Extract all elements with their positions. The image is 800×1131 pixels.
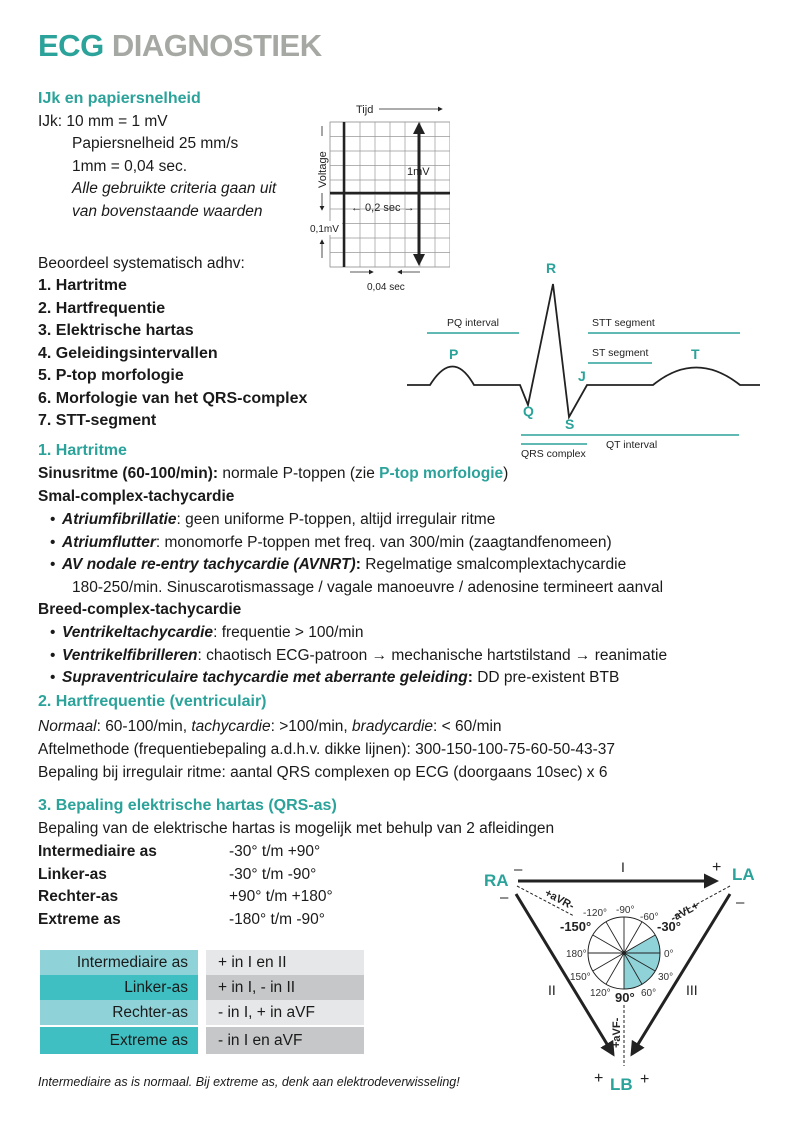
axis-range-row bbox=[38, 909, 333, 932]
ecg-waveform-diagram bbox=[400, 255, 780, 460]
j-point-label: J bbox=[578, 368, 586, 384]
lead-i-label: I bbox=[621, 859, 625, 875]
r-wave-label: R bbox=[546, 260, 557, 276]
axis-range: +90° t/m +180° bbox=[229, 888, 333, 905]
ecg-trace bbox=[407, 284, 760, 417]
item-text: geen uniforme P-toppen, altijd irregulair ritme bbox=[185, 511, 496, 528]
bradycardie-value: : < 60/min bbox=[433, 718, 502, 735]
sinus-close-paren: ) bbox=[503, 465, 509, 482]
table-row bbox=[40, 1000, 364, 1025]
systematic-item: 5. P-top morfologie bbox=[38, 367, 184, 384]
tachycardie-value: : >100/min, bbox=[270, 718, 353, 735]
calibration-heading: IJk en papiersnelheid bbox=[38, 90, 201, 107]
table-row bbox=[40, 1027, 364, 1054]
table-axis-cell: Rechter-as bbox=[40, 1000, 198, 1025]
table-rule-cell: - in I en aVF bbox=[206, 1027, 364, 1054]
s-wave-label: S bbox=[565, 416, 575, 432]
ra-minus-top: – bbox=[514, 861, 523, 878]
item-text: DD pre-existent BTB bbox=[477, 669, 620, 686]
title-ecg: ECG bbox=[38, 28, 104, 63]
tachycardie-term: tachycardie bbox=[191, 718, 271, 735]
item-sep: : bbox=[467, 669, 478, 686]
lead-iii-label: III bbox=[686, 982, 698, 998]
lb-label: LB bbox=[610, 1075, 633, 1094]
systematic-intro: Beoordeel systematisch adhv: bbox=[38, 255, 245, 272]
normaal-value: : 60-100/min, bbox=[96, 718, 192, 735]
angle-90: 90° bbox=[615, 990, 635, 1005]
table-axis-cell: Linker-as bbox=[40, 975, 198, 1000]
calibration-line3: 1mm = 0,04 sec. bbox=[72, 158, 188, 175]
section2-heading: 2. Hartfrequentie (ventriculair) bbox=[38, 693, 267, 710]
systematic-item: 7. STT-segment bbox=[38, 412, 157, 429]
lb-plus-right: + bbox=[640, 1071, 650, 1088]
ra-minus-bottom: – bbox=[500, 889, 509, 906]
item-term: Atriumflutter bbox=[62, 533, 156, 551]
ra-label: RA bbox=[484, 871, 509, 890]
item-sep: : bbox=[213, 624, 222, 641]
list-item bbox=[38, 532, 663, 555]
item-text: frequentie > 100/min bbox=[221, 624, 364, 641]
table-axis-cell: Extreme as bbox=[40, 1027, 198, 1054]
q-wave-label: Q bbox=[523, 403, 534, 419]
table-row bbox=[40, 975, 364, 1000]
calibration-note2: van bovenstaande waarden bbox=[72, 203, 263, 220]
angle-0: 0° bbox=[664, 949, 674, 960]
angle-150: 150° bbox=[570, 972, 591, 983]
lead-ii-label: II bbox=[548, 982, 556, 998]
sinus-rhythm-line bbox=[38, 463, 508, 486]
aftelmethode-line: Aftelmethode (frequentiebepaling a.d.h.v. dikke lijnen): 300-150-100-75-60-50-43-37 bbox=[38, 741, 616, 758]
item-text: Regelmatige smalcomplextachycardie bbox=[365, 556, 627, 573]
voltage-label: Voltage bbox=[317, 151, 329, 188]
systematic-item: 4. Geleidingsintervallen bbox=[38, 344, 218, 362]
systematic-item: 6. Morfologie van het QRS-complex bbox=[38, 389, 308, 407]
title-diagnostiek: DIAGNOSTIEK bbox=[111, 28, 322, 63]
sinus-text: normale P-toppen (zie bbox=[218, 465, 380, 482]
table-rule-cell: - in I, + in aVF bbox=[206, 1000, 364, 1025]
qt-interval-label: QT interval bbox=[606, 439, 658, 451]
list-item bbox=[38, 554, 663, 577]
angle-m30: -30° bbox=[657, 919, 681, 934]
irregular-rhythm-line: Bepaling bij irregulair ritme: aantal QRS complexen op ECG (doorgaans 10sec) x 6 bbox=[38, 764, 608, 781]
p-top-morfologie-link[interactable]: P-top morfologie bbox=[379, 465, 504, 482]
angle-30: 30° bbox=[658, 972, 674, 983]
heart-rate-norms bbox=[38, 716, 502, 739]
avf-label: +aVF- bbox=[611, 1017, 623, 1048]
axis-name: Linker-as bbox=[38, 865, 107, 883]
table-rule-cell: + in I, - in II bbox=[206, 975, 364, 1000]
list-item bbox=[38, 509, 663, 532]
angle-60: 60° bbox=[641, 988, 657, 999]
axis-range: -30° t/m +90° bbox=[229, 843, 321, 860]
la-plus: + bbox=[712, 859, 722, 876]
la-minus: – bbox=[736, 894, 745, 911]
table-rule-cell: + in I en II bbox=[206, 950, 364, 975]
angle-m90: -90° bbox=[616, 905, 635, 916]
item-text: chaotisch ECG-patroon → mechanische hartstilstand → reanimatie bbox=[206, 646, 668, 664]
axis-determination-table bbox=[40, 950, 364, 1054]
item-term: Atriumfibrillatie bbox=[62, 511, 177, 528]
axis-name: Rechter-as bbox=[38, 888, 119, 905]
calibration-line1: IJk: 10 mm = 1 mV bbox=[38, 113, 168, 130]
calibration-line2: Papiersnelheid 25 mm/s bbox=[72, 135, 239, 152]
axis-range-row bbox=[38, 864, 333, 887]
item-text: monomorfe P-toppen met freq. van 300/min (zaagtandfenomeen) bbox=[164, 533, 612, 551]
item-term: Ventrikeltachycardie bbox=[62, 624, 214, 641]
one-mv-label: 1mV bbox=[407, 166, 430, 178]
item-sep: : bbox=[176, 511, 186, 528]
breed-complex-heading: Breed-complex-tachycardie bbox=[38, 601, 242, 618]
avl-label: -aVL+ bbox=[668, 899, 702, 925]
avr-label: +aVR- bbox=[542, 887, 577, 913]
section3-heading: 3. Bepaling elektrische hartas (QRS-as) bbox=[38, 797, 337, 814]
list-item bbox=[38, 667, 667, 690]
point-two-sec-label: ← 0,2 sec → bbox=[351, 202, 415, 214]
section3-intro: Bepaling van de elektrische hartas is mogelijk met behulp van 2 afleidingen bbox=[38, 820, 555, 837]
systematic-item: 3. Elektrische hartas bbox=[38, 322, 194, 339]
t-wave-label: T bbox=[691, 346, 700, 362]
systematic-list bbox=[38, 275, 307, 433]
axis-name: Intermediaire as bbox=[38, 843, 157, 860]
axis-ranges bbox=[38, 841, 333, 931]
einthoven-triangle-diagram bbox=[470, 850, 770, 1100]
systematic-item: 2. Hartfrequentie bbox=[38, 299, 166, 317]
item-sep: : bbox=[197, 646, 207, 664]
point-zero-four-sec-label: 0,04 sec bbox=[367, 282, 405, 293]
axis-range: -180° t/m -90° bbox=[229, 910, 325, 928]
p-wave-label: P bbox=[449, 346, 459, 362]
section1-heading: 1. Hartritme bbox=[38, 442, 127, 459]
qrs-complex-label: QRS complex bbox=[521, 448, 586, 460]
page-title bbox=[38, 28, 322, 64]
normaal-term: Normaal bbox=[38, 718, 97, 735]
list-item bbox=[38, 645, 667, 668]
smal-complex-heading: Smal-complex-tachycardie bbox=[38, 488, 235, 505]
avnrt-continuation: 180-250/min. Sinuscarotismassage / vagale manoeuvre / adenosine termineert aanval bbox=[72, 578, 664, 596]
item-sep: : bbox=[155, 533, 165, 551]
angle-m120: -120° bbox=[583, 908, 608, 919]
la-label: LA bbox=[732, 865, 755, 884]
stt-segment-label: STT segment bbox=[592, 317, 655, 329]
axis-range: -30° t/m -90° bbox=[229, 865, 317, 883]
axis-range-row bbox=[38, 886, 333, 909]
pq-interval-label: PQ interval bbox=[447, 317, 499, 329]
axis-range-row bbox=[38, 841, 333, 864]
angle-180: 180° bbox=[566, 949, 587, 960]
list-item bbox=[38, 622, 667, 645]
table-row bbox=[40, 950, 364, 975]
item-term: Ventrikelfibrilleren bbox=[62, 646, 198, 664]
calibration-note1: Alle gebruikte criteria gaan uit bbox=[72, 180, 277, 197]
bradycardie-term: bradycardie bbox=[352, 718, 434, 735]
angle-m150: -150° bbox=[560, 919, 592, 934]
item-term: Supraventriculaire tachycardie met aberrante geleiding bbox=[62, 669, 468, 686]
angle-120: 120° bbox=[590, 988, 611, 999]
angle-m60: -60° bbox=[640, 912, 659, 923]
systematic-item: 1. Hartritme bbox=[38, 277, 127, 294]
sinus-term: Sinusritme (60-100/min): bbox=[38, 465, 219, 482]
time-label: Tijd bbox=[356, 104, 374, 116]
axis-name: Extreme as bbox=[38, 910, 121, 928]
st-segment-label: ST segment bbox=[592, 347, 649, 359]
footnote: Intermediaire as is normaal. Bij extreme as, denk aan elektrodeverwisseling! bbox=[38, 1075, 460, 1089]
breed-complex-list bbox=[38, 622, 667, 690]
item-sep: : bbox=[355, 556, 366, 573]
table-axis-cell: Intermediaire as bbox=[40, 950, 198, 975]
item-term: AV nodale re-entry tachycardie (AVNRT) bbox=[62, 556, 356, 573]
point-one-mv-label: 0,1mV bbox=[310, 224, 339, 235]
lb-plus-left: + bbox=[594, 1070, 604, 1087]
smal-complex-list bbox=[38, 509, 663, 599]
